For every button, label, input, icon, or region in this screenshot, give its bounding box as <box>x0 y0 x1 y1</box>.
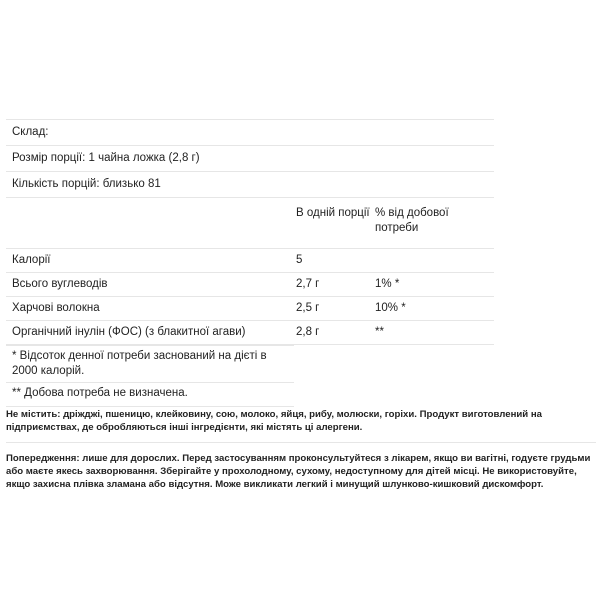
servings-count: Кількість порцій: близько 81 <box>12 178 161 190</box>
nutrient-name: Харчові волокна <box>12 302 100 314</box>
supplement-facts-panel <box>6 119 494 407</box>
nutrient-amount: 2,5 г <box>296 302 320 314</box>
nutrient-daily-value: ** <box>375 326 384 338</box>
table-header-row <box>6 197 494 248</box>
nutrient-name: Калорії <box>12 254 51 266</box>
nutrient-amount: 2,8 г <box>296 326 320 338</box>
product-notes <box>6 408 596 491</box>
composition-title-row <box>6 119 494 145</box>
table-row <box>6 296 494 320</box>
header-daily-value: % від добової потреби <box>375 207 449 234</box>
allergen-note: Не містить: дріжджі, пшеницю, клейковину, сою, молоко, яйця, рибу, молюски, горіхи. Продукт виготовлений на підприємствах, де обробляються інші інгредієнти, які містять ці алергени. <box>6 409 542 433</box>
table-row <box>6 248 494 272</box>
composition-title: Склад: <box>12 126 49 138</box>
warning-note: Попередження: лише для дорослих. Перед застосуванням проконсультуйтеся з лікарем, якщо ви вагітні, годуєте грудьми або маєте якесь захворювання. Зберігайте у прохолодному, сухому, недоступному для дітей місці. Не використовуйте, якщо захисна плівка зламана або відсутня. Може викликати легкий і минущий шлунково-кишковий дискомфорт. <box>6 453 591 490</box>
notes-divider <box>6 442 596 443</box>
nutrient-daily-value: 1% * <box>375 278 400 290</box>
footnote-daily-value: * Відсоток денної потреби заснований на дієті в 2000 калорій. <box>6 345 294 382</box>
header-per-serving: В одній порції <box>296 207 370 219</box>
table-row <box>6 320 494 345</box>
nutrient-name: Всього вуглеводів <box>12 278 108 290</box>
servings-count-row <box>6 171 494 197</box>
table-row <box>6 272 494 296</box>
nutrient-daily-value: 10% * <box>375 302 406 314</box>
nutrient-name: Органічний інулін (ФОС) (з блакитної агави) <box>12 326 246 338</box>
nutrient-amount: 5 <box>296 254 303 266</box>
serving-size-row <box>6 145 494 171</box>
footnote-not-established: ** Добова потреба не визначена. <box>6 382 294 407</box>
nutrient-amount: 2,7 г <box>296 278 320 290</box>
serving-size: Розмір порції: 1 чайна ложка (2,8 г) <box>12 152 200 164</box>
